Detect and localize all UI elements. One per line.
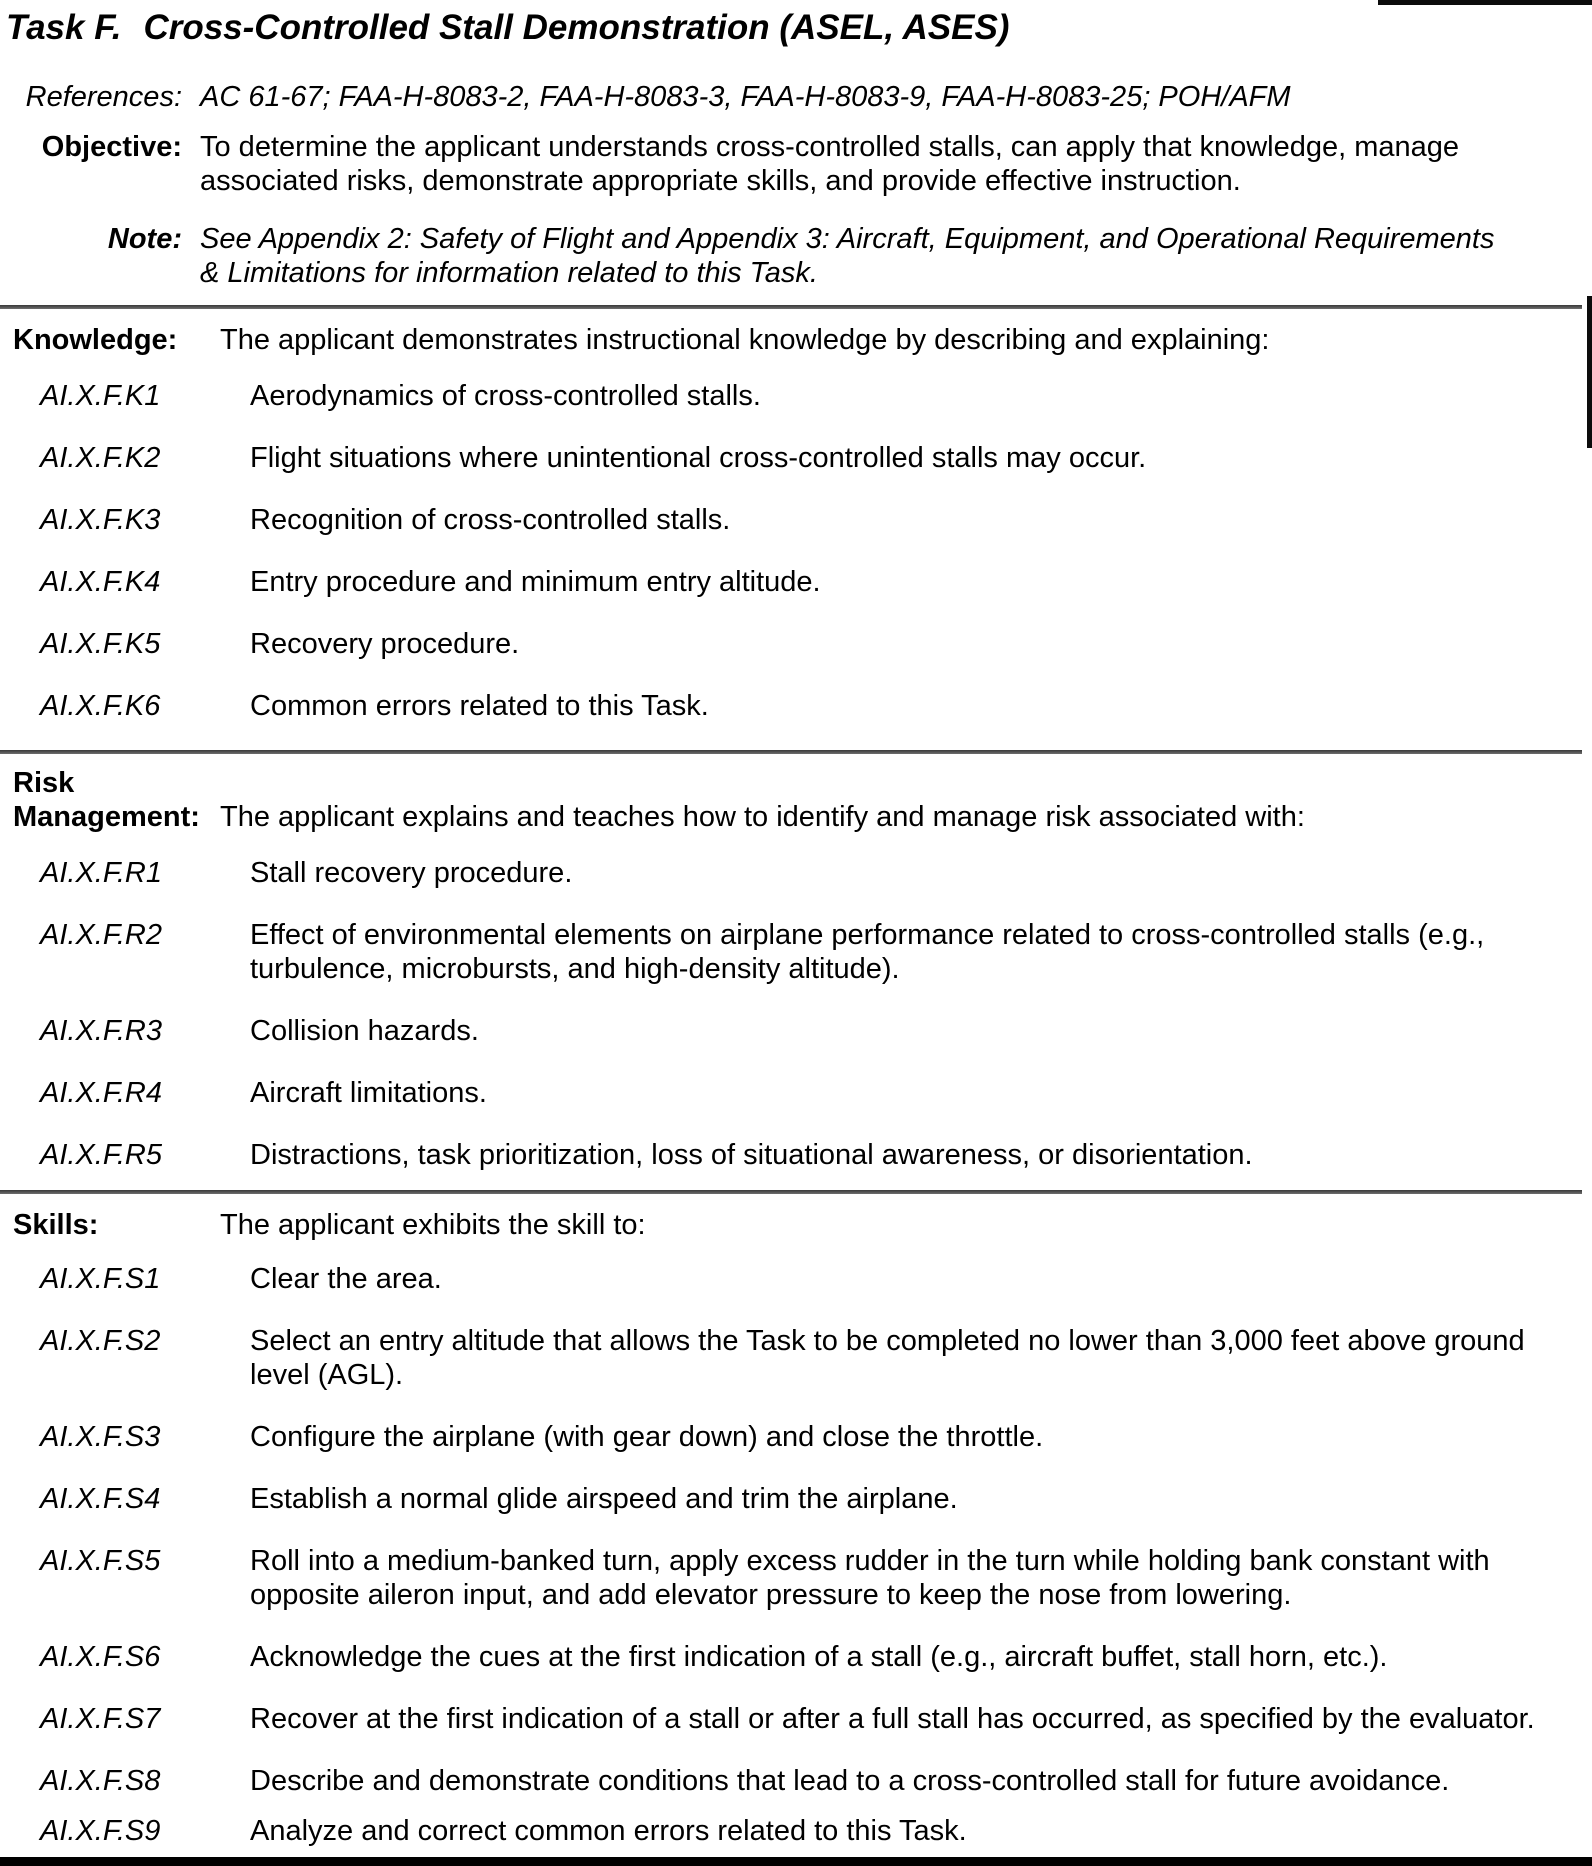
skills-section-label [0,1208,220,1242]
knowledge-section [0,309,1592,723]
skills-item [0,1324,1592,1392]
item-code: AI.X.F.S4 [40,1483,161,1515]
item-code: AI.X.F.S5 [40,1545,161,1577]
knowledge-label-text: Knowledge: [13,324,178,356]
item-text: Collision hazards. [250,1015,479,1047]
skills-item [0,1814,1592,1848]
item-text: Analyze and correct common errors related to this Task. [250,1815,967,1847]
item-text: Roll into a medium-banked turn, apply excess rudder in the turn while holding bank constant with opposite aileron input, and add elevator pressure to keep the nose from lowering. [250,1545,1490,1611]
item-code: AI.X.F.S9 [40,1815,161,1847]
knowledge-section-label [0,323,220,357]
item-code: AI.X.F.S3 [40,1421,161,1453]
item-text: Select an entry altitude that allows the Task to be completed no lower than 3,000 feet above ground level (AGL). [250,1325,1525,1391]
references-label: References: [25,81,182,113]
knowledge-item [0,441,1592,475]
skills-section-description: The applicant exhibits the skill to: [220,1209,646,1241]
item-code: AI.X.F.S7 [40,1703,161,1735]
item-code: AI.X.F.S6 [40,1641,161,1673]
item-text: Recover at the first indication of a stall or after a full stall has occurred, as specified by the evaluator. [250,1703,1535,1735]
item-code: AI.X.F.R4 [40,1077,162,1109]
skills-item [0,1544,1592,1612]
knowledge-section-description: The applicant demonstrates instructional knowledge by describing and explaining: [220,324,1270,356]
item-code: AI.X.F.R5 [40,1139,162,1171]
note-label: Note: [107,223,182,255]
task-number-label: Task F. [6,8,122,47]
item-text: Flight situations where unintentional cross-controlled stalls may occur. [250,442,1147,474]
skills-item [0,1702,1592,1736]
item-text: Distractions, task prioritization, loss of situational awareness, or disorientation. [250,1139,1253,1171]
objective-label: Objective: [41,131,182,163]
item-text: Describe and demonstrate conditions that lead to a cross-controlled stall for future avoidance. [250,1765,1450,1797]
page-title [0,0,1592,48]
item-code: AI.X.F.R2 [40,919,162,951]
item-code: AI.X.F.S8 [40,1765,161,1797]
risk-section-header [0,754,1592,834]
risk-label-line2: Management: [13,801,200,833]
item-code: AI.X.F.R1 [40,857,162,889]
item-code: AI.X.F.K2 [40,442,161,474]
risk-management-section [0,754,1592,1172]
skills-item [0,1482,1592,1516]
item-code: AI.X.F.R3 [40,1015,162,1047]
note-text: See Appendix 2: Safety of Flight and Appendix 3: Aircraft, Equipment, and Operational Requirements & Limitations for information related to this Task. [200,223,1495,289]
knowledge-item [0,379,1592,413]
objective-text: To determine the applicant understands cross-controlled stalls, can apply that knowledge, manage associated risks, demonstrate appropriate skills, and provide effective instruction. [200,131,1460,197]
item-code: AI.X.F.K6 [40,690,161,722]
references-text: AC 61-67; FAA-H-8083-2, FAA-H-8083-3, FAA-H-8083-9, FAA-H-8083-25; POH/AFM [200,81,1291,113]
item-code: AI.X.F.S1 [40,1263,161,1295]
knowledge-item [0,565,1592,599]
item-text: Aerodynamics of cross-controlled stalls. [250,380,761,412]
item-text: Acknowledge the cues at the first indication of a stall (e.g., aircraft buffet, stall horn, etc.). [250,1641,1388,1673]
risk-item [0,1014,1592,1048]
item-text: Stall recovery procedure. [250,857,573,889]
knowledge-item [0,503,1592,537]
risk-item [0,1076,1592,1110]
knowledge-section-header [0,309,1592,357]
scan-artifact-right-edge [1587,296,1592,448]
references-row [0,80,1592,114]
item-text: Entry procedure and minimum entry altitude. [250,566,821,598]
task-name-label: Cross-Controlled Stall Demonstration (ASEL, ASES) [143,8,1010,47]
skills-item [0,1764,1592,1798]
knowledge-item [0,689,1592,723]
risk-section-description: The applicant explains and teaches how to identify and manage risk associated with: [220,801,1305,833]
knowledge-item [0,627,1592,661]
item-text: Clear the area. [250,1263,442,1295]
objective-row [0,130,1592,198]
item-text: Aircraft limitations. [250,1077,487,1109]
skills-item [0,1420,1592,1454]
item-text: Recognition of cross-controlled stalls. [250,504,731,536]
skills-item [0,1640,1592,1674]
note-row [0,222,1592,290]
item-text: Recovery procedure. [250,628,520,660]
item-code: AI.X.F.K3 [40,504,161,536]
item-code: AI.X.F.S2 [40,1325,161,1357]
risk-section-label [0,766,220,834]
item-code: AI.X.F.K5 [40,628,161,660]
skills-label-text: Skills: [13,1209,99,1241]
page-bottom-border [0,1857,1592,1866]
scan-artifact-top-edge [1378,0,1592,5]
skills-item [0,1262,1592,1296]
item-code: AI.X.F.K4 [40,566,161,598]
item-text: Configure the airplane (with gear down) and close the throttle. [250,1421,1044,1453]
risk-label-line1: Risk [13,767,75,799]
skills-section-header [0,1194,1592,1242]
risk-item [0,1138,1592,1172]
item-text: Common errors related to this Task. [250,690,709,722]
item-text: Effect of environmental elements on airplane performance related to cross-controlled stalls (e.g., turbulence, microbursts, and high-density altitude). [250,919,1485,985]
item-code: AI.X.F.K1 [40,380,161,412]
item-text: Establish a normal glide airspeed and trim the airplane. [250,1483,958,1515]
risk-item [0,918,1592,986]
skills-section [0,1194,1592,1848]
risk-item [0,856,1592,890]
